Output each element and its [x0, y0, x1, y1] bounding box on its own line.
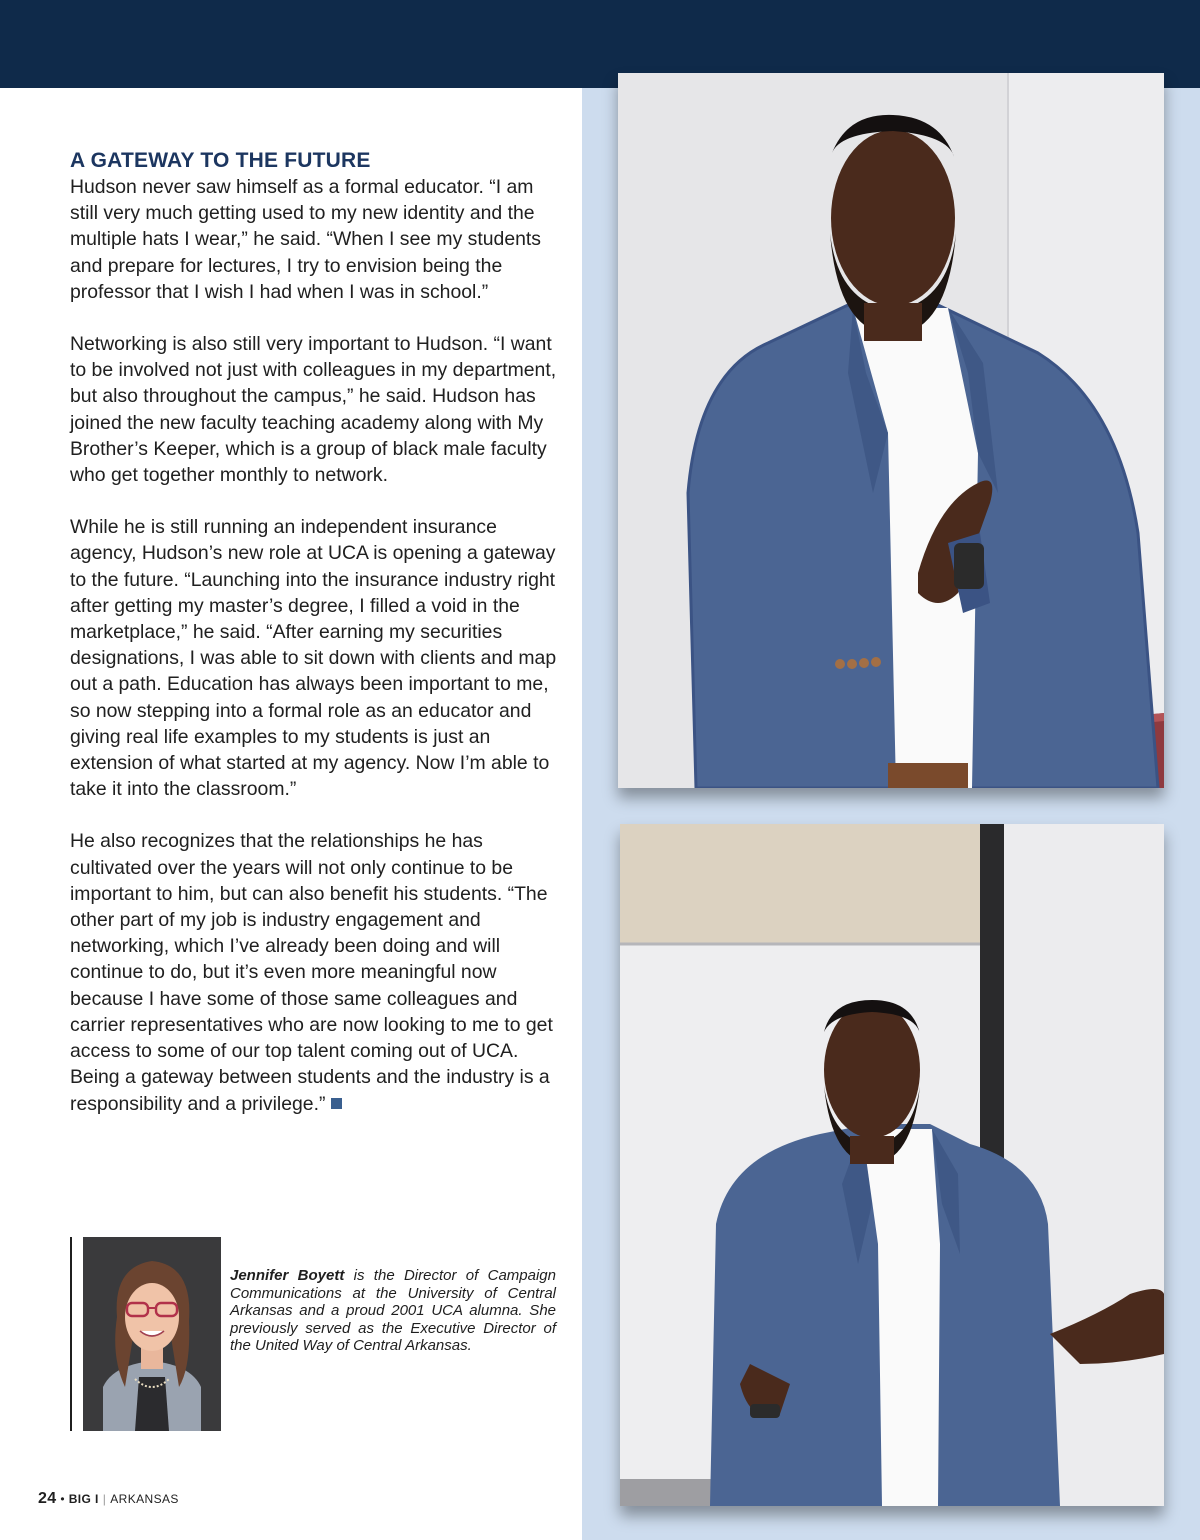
article-body	[70, 148, 562, 1143]
bio-text	[230, 1267, 556, 1355]
paragraph-1: Hudson never saw himself as a formal educator. “I am still very much getting used to my new identity and the multiple hats I wear,” he said. “When I see my students and prepare for lectures, I try to envision being the professor that I wish I had when I was in school.”	[70, 176, 541, 303]
bio-name: Jennifer Boyett	[230, 1267, 345, 1284]
author-bio	[70, 1237, 558, 1431]
bio-description: is the Director of Campaign Communications at the University of Central Arkansas and a proud 2001 UCA alumna. She previously served as the Executive Director of the United Way of Central Arkansas.	[230, 1267, 556, 1354]
magazine-name: BIG I	[68, 1492, 99, 1506]
footer-divider: |	[102, 1492, 107, 1506]
bio-rule	[70, 1237, 72, 1431]
speaker-photo-top	[618, 73, 1164, 788]
magazine-region: ARKANSAS	[110, 1492, 179, 1506]
speaker-photo-bottom	[620, 824, 1164, 1506]
author-photo	[83, 1237, 221, 1431]
footer-bullet: •	[60, 1492, 65, 1506]
section-heading: A GATEWAY TO THE FUTURE	[70, 149, 371, 172]
paragraph-4	[70, 828, 562, 1116]
page-footer	[38, 1490, 179, 1508]
paragraph-2: Networking is also still very important to Hudson. “I want to be involved not just with colleagues in my department, but also throughout the campus,” he said. Hudson has joined the new faculty teaching academy along with My Brother’s Keeper, which is a group of black male faculty who get together monthly to network.	[70, 333, 557, 487]
page-number: 24	[38, 1490, 57, 1507]
paragraph-3: While he is still running an independent insurance agency, Hudson’s new role at UCA is opening a gateway to the future. “Launching into the insurance industry right after getting my master’s degree, I filled a void in the marketplace,” he said. “After earning my securities designations, I was able to sit down with clients and map out a path. Education has always been important to me, so now stepping into a formal role as an educator and giving real life examples to my students is just an extension of what started at my agency. Now I’m able to take it into the classroom.”	[70, 516, 557, 801]
paragraph-4-text: He also recognizes that the relationships he has cultivated over the years will not only continue to be important to him, but can also benefit his students. “The other part of my job is industry engagement and networking, which I’ve already been doing and will continue to do, but it’s even more meaningful now because I have some of those same colleagues and carrier representatives who are now looking to me to get access to some of our top talent coming out of UCA. Being a gateway between students and the industry is a responsibility and a privilege.”	[70, 830, 553, 1115]
end-of-article-icon	[331, 1098, 342, 1109]
